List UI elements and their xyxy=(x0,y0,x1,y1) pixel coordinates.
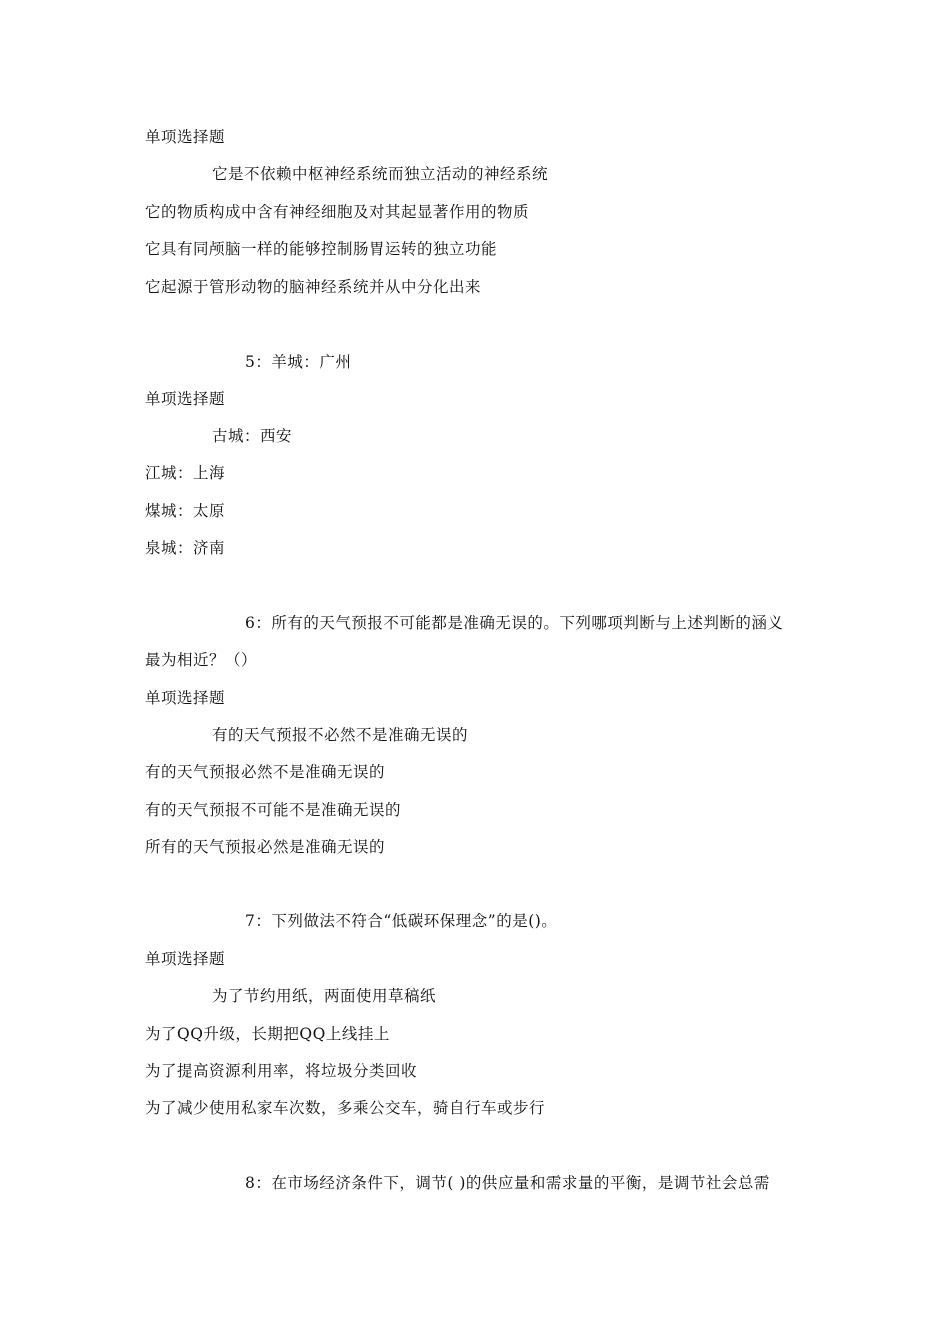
option-c: 煤城：太原 xyxy=(145,502,226,520)
question-8-text: 8：在市场经济条件下，调节( )的供应量和需求量的平衡，是调节社会总需 xyxy=(245,1174,770,1192)
option-b: 江城：上海 xyxy=(145,464,226,482)
question-7-text: 7：下列做法不符合“低碳环保理念”的是()。 xyxy=(245,912,558,930)
option-d: 为了减少使用私家车次数，多乘公交车，骑自行车或步行 xyxy=(145,1099,546,1117)
option-a: 为了节约用纸，两面使用草稿纸 xyxy=(212,987,437,1005)
option-a: 有的天气预报不必然不是准确无误的 xyxy=(212,726,469,744)
question-6-text: 6：所有的天气预报不可能都是准确无误的。下列哪项判断与上述判断的涵义 xyxy=(245,614,784,632)
option-b: 有的天气预报必然不是准确无误的 xyxy=(145,763,386,781)
question-type-label: 单项选择题 xyxy=(145,950,226,968)
option-b: 它的物质构成中含有神经细胞及对其起显著作用的物质 xyxy=(145,203,530,221)
question-5-text: 5：羊城：广州 xyxy=(245,353,352,371)
option-b: 为了QQ升级，长期把QQ上线挂上 xyxy=(145,1025,390,1043)
option-d: 所有的天气预报必然是准确无误的 xyxy=(145,838,386,856)
option-a: 它是不依赖中枢神经系统而独立活动的神经系统 xyxy=(212,165,549,183)
question-type-label: 单项选择题 xyxy=(145,390,226,408)
option-c: 有的天气预报不可能不是准确无误的 xyxy=(145,801,402,819)
question-type-label: 单项选择题 xyxy=(145,128,226,146)
option-d: 它起源于管形动物的脑神经系统并从中分化出来 xyxy=(145,278,482,296)
option-d: 泉城：济南 xyxy=(145,539,226,557)
option-c: 它具有同颅脑一样的能够控制肠胃运转的独立功能 xyxy=(145,240,498,258)
question-type-label: 单项选择题 xyxy=(145,689,226,707)
question-6-text-continued: 最为相近？（） xyxy=(145,651,258,669)
option-a: 古城：西安 xyxy=(212,427,293,445)
option-c: 为了提高资源利用率，将垃圾分类回收 xyxy=(145,1062,418,1080)
